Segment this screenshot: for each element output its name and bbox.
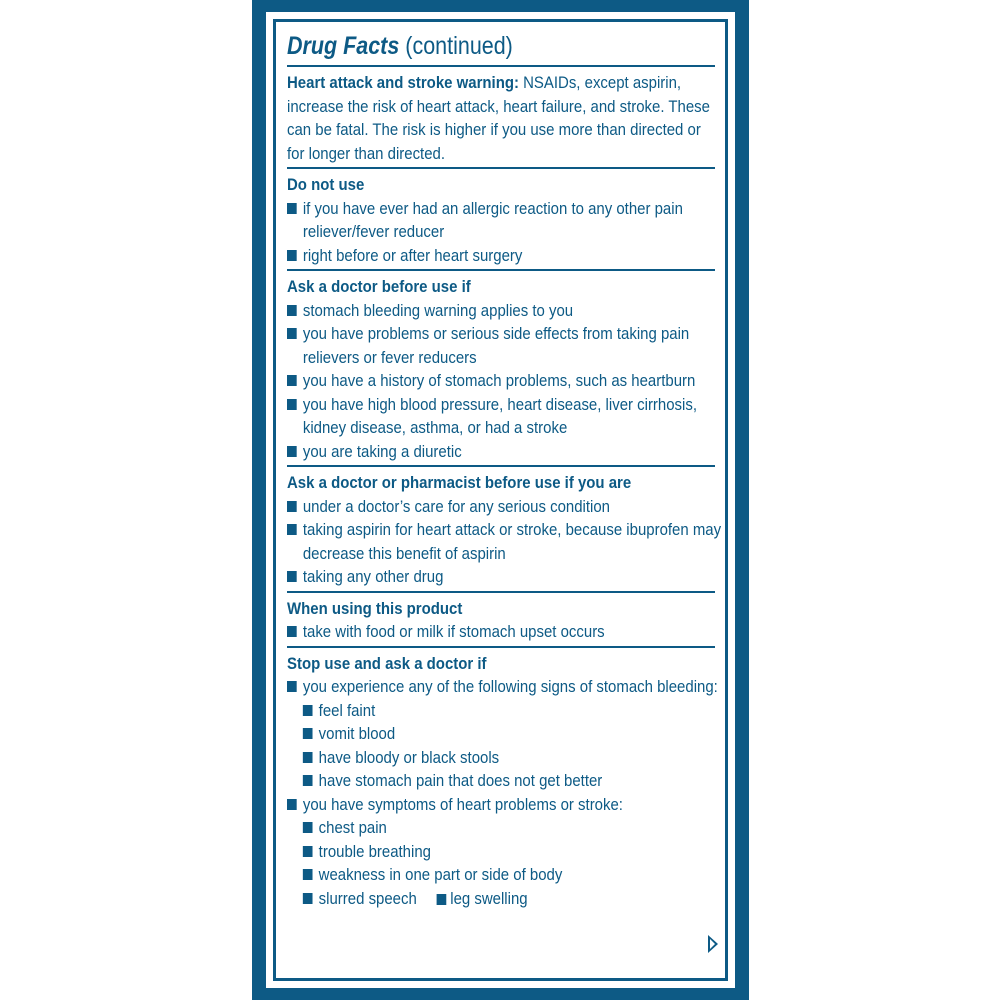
section-heading: When using this product	[287, 598, 463, 618]
square-bullet-icon	[287, 250, 297, 261]
list-item: taking aspirin for heart attack or stroke, because ibuprofen may decrease this benefit of aspirin	[287, 518, 725, 565]
section-do-not-use	[287, 167, 715, 269]
square-bullet-icon	[287, 399, 297, 410]
square-bullet-icon	[287, 571, 297, 582]
sub-list-item: have stomach pain that does not get better	[287, 769, 725, 793]
list-item: you have a history of stomach problems, such as heartburn	[287, 369, 725, 393]
square-bullet-icon	[303, 775, 313, 786]
warning-text: NSAIDs, except aspirin, increase the risk of heart attack, heart failure, and stroke. These can be fatal. The risk is higher if you use more than directed or for longer than directed.	[287, 73, 710, 163]
square-bullet-icon	[287, 375, 297, 386]
section-heading: Heart attack and stroke warning:	[287, 73, 519, 92]
sub-list-item: have bloody or black stools	[287, 746, 725, 770]
list-item: you are taking a diuretic	[287, 440, 725, 464]
list-item: under a doctor’s care for any serious condition	[287, 495, 725, 519]
sub-list-item: feel faint	[287, 699, 725, 723]
list-item: take with food or milk if stomach upset occurs	[287, 620, 725, 644]
page-title: Drug Facts (continued)	[287, 32, 513, 60]
drug-facts-content	[287, 31, 722, 978]
list-item: taking any other drug	[287, 565, 725, 589]
square-bullet-icon	[287, 305, 297, 316]
drug-facts-panel	[276, 22, 725, 978]
section-heart-warning	[287, 65, 715, 167]
square-bullet-icon	[287, 681, 297, 692]
square-bullet-icon	[287, 799, 297, 810]
square-bullet-icon	[303, 869, 313, 880]
list-item: you have symptoms of heart problems or stroke:	[287, 793, 725, 817]
sub-list-item: weakness in one part or side of body	[287, 863, 725, 887]
square-bullet-icon	[303, 752, 313, 763]
sub-list-item: trouble breathing	[287, 840, 725, 864]
section-stop-use	[287, 646, 718, 913]
list-item: you experience any of the following signs of stomach bleeding:	[287, 675, 725, 699]
list-item: you have problems or serious side effects from taking pain relievers or fever reducers	[287, 322, 725, 369]
section-ask-doctor	[287, 269, 715, 465]
list-item: right before or after heart surgery	[287, 244, 725, 268]
arrow-right-icon	[707, 934, 719, 954]
section-heading: Ask a doctor before use if	[287, 277, 471, 296]
section-ask-pharmacist	[287, 465, 722, 591]
list-item: if you have ever had an allergic reaction to any other pain reliever/fever reducer	[287, 197, 725, 244]
square-bullet-icon	[303, 728, 313, 739]
section-when-using	[287, 591, 715, 646]
square-bullet-icon	[287, 524, 297, 535]
sub-list-item: chest pain	[287, 816, 725, 840]
square-bullet-icon	[303, 846, 313, 857]
square-bullet-icon	[303, 822, 313, 833]
square-bullet-icon	[287, 626, 297, 637]
list-item: stomach bleeding warning applies to you	[287, 299, 725, 323]
square-bullet-icon	[287, 446, 297, 457]
square-bullet-icon	[436, 894, 446, 905]
sub-list-item: slurred speech leg swelling	[287, 887, 725, 911]
section-heading: Stop use and ask a doctor if	[287, 653, 487, 673]
square-bullet-icon	[287, 328, 297, 339]
square-bullet-icon	[303, 893, 313, 904]
sub-list-item: vomit blood	[287, 722, 725, 746]
square-bullet-icon	[287, 501, 297, 512]
drug-facts-frame	[252, 0, 749, 1000]
section-heading: Do not use	[287, 175, 365, 194]
list-item: you have high blood pressure, heart disease, liver cirrhosis, kidney disease, asthma, or had a stroke	[287, 393, 725, 440]
section-heading: Ask a doctor or pharmacist before use if you are	[287, 473, 632, 492]
square-bullet-icon	[287, 203, 297, 214]
square-bullet-icon	[303, 705, 313, 716]
